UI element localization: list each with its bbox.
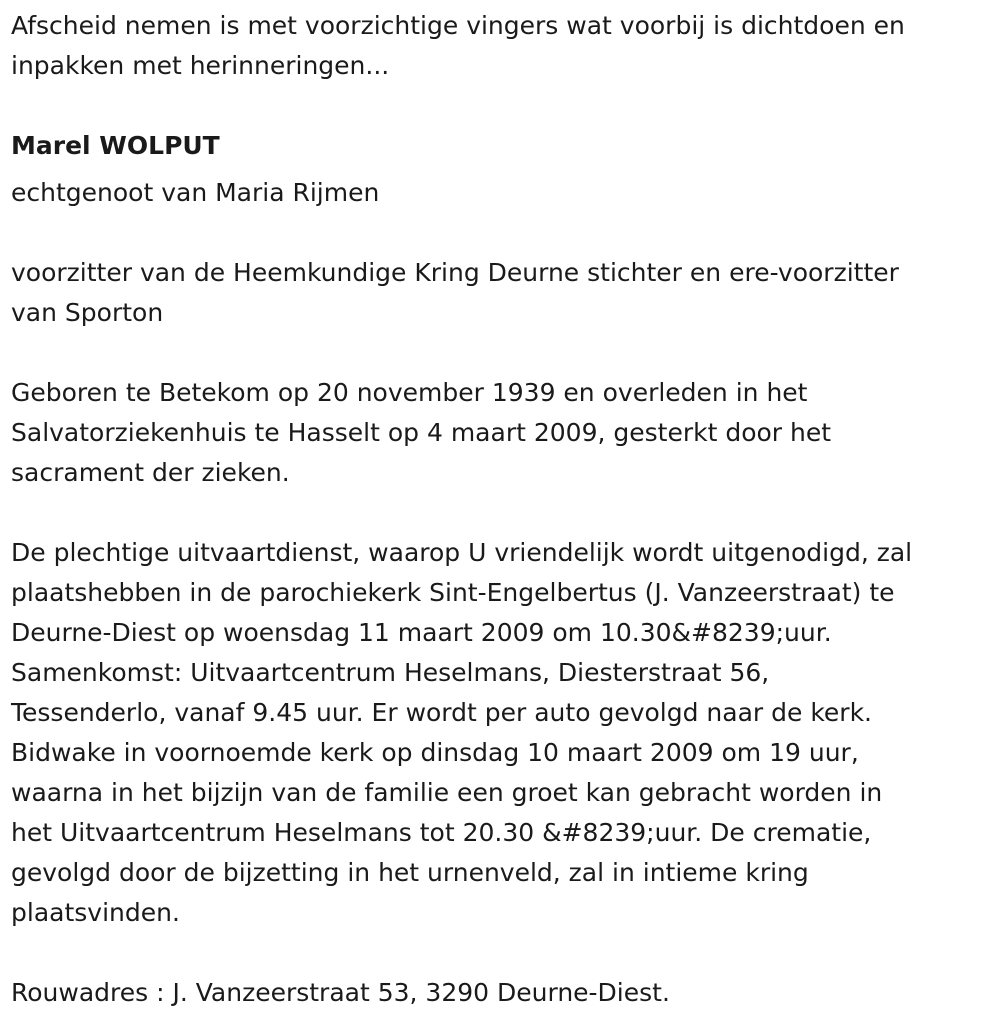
spacer (11, 86, 986, 126)
deceased-name: Marel WOLPUT (11, 131, 220, 160)
spouse-line: echtgenoot van Maria Rijmen (11, 178, 380, 207)
opening-quote: Afscheid nemen is met voorzichtige vingers wat voorbij is dichtdoen en inpakken met herinneringen... (11, 11, 905, 80)
ceremony-paragraph: De plechtige uitvaartdienst, waarop U vriendelijk wordt uitgenodigd, zal plaatshebben in de parochiekerk Sint-Engelbertus (J. Vanzeerstraat) te Deurne-Diest op woensdag 11 maart 2009 om 10.30&#8239;uur. Samenkomst: Uitvaartcentrum Heselmans, Diesterstraat 56, Tessenderlo, vanaf 9.45 uur. Er wordt per auto gevolgd naar de kerk. Bidwake in voornoemde kerk op dinsdag 10 maart 2009 om 19 uur, waarna in het bijzijn van de familie een groet kan gebracht worden in het Uitvaartcentrum Heselmans tot 20.30 &#8239;uur. De crematie, gevolgd door de bijzetting in het urnenveld, zal in intieme kring plaatsvinden. (11, 538, 913, 927)
spacer (11, 493, 986, 533)
mourning-address: Rouwadres : J. Vanzeerstraat 53, 3290 Deurne-Diest. (11, 978, 670, 1007)
spacer (11, 333, 986, 373)
spacer (11, 213, 986, 253)
birth-death-paragraph: Geboren te Betekom op 20 november 1939 en overleden in het Salvatorziekenhuis te Hasselt op 4 maart 2009, gesterkt door het sacrament der zieken. (11, 378, 832, 487)
spacer (11, 933, 986, 973)
obituary-notice (11, 6, 986, 1013)
roles-paragraph: voorzitter van de Heemkundige Kring Deurne stichter en ere-voorzitter van Sporton (11, 258, 899, 327)
